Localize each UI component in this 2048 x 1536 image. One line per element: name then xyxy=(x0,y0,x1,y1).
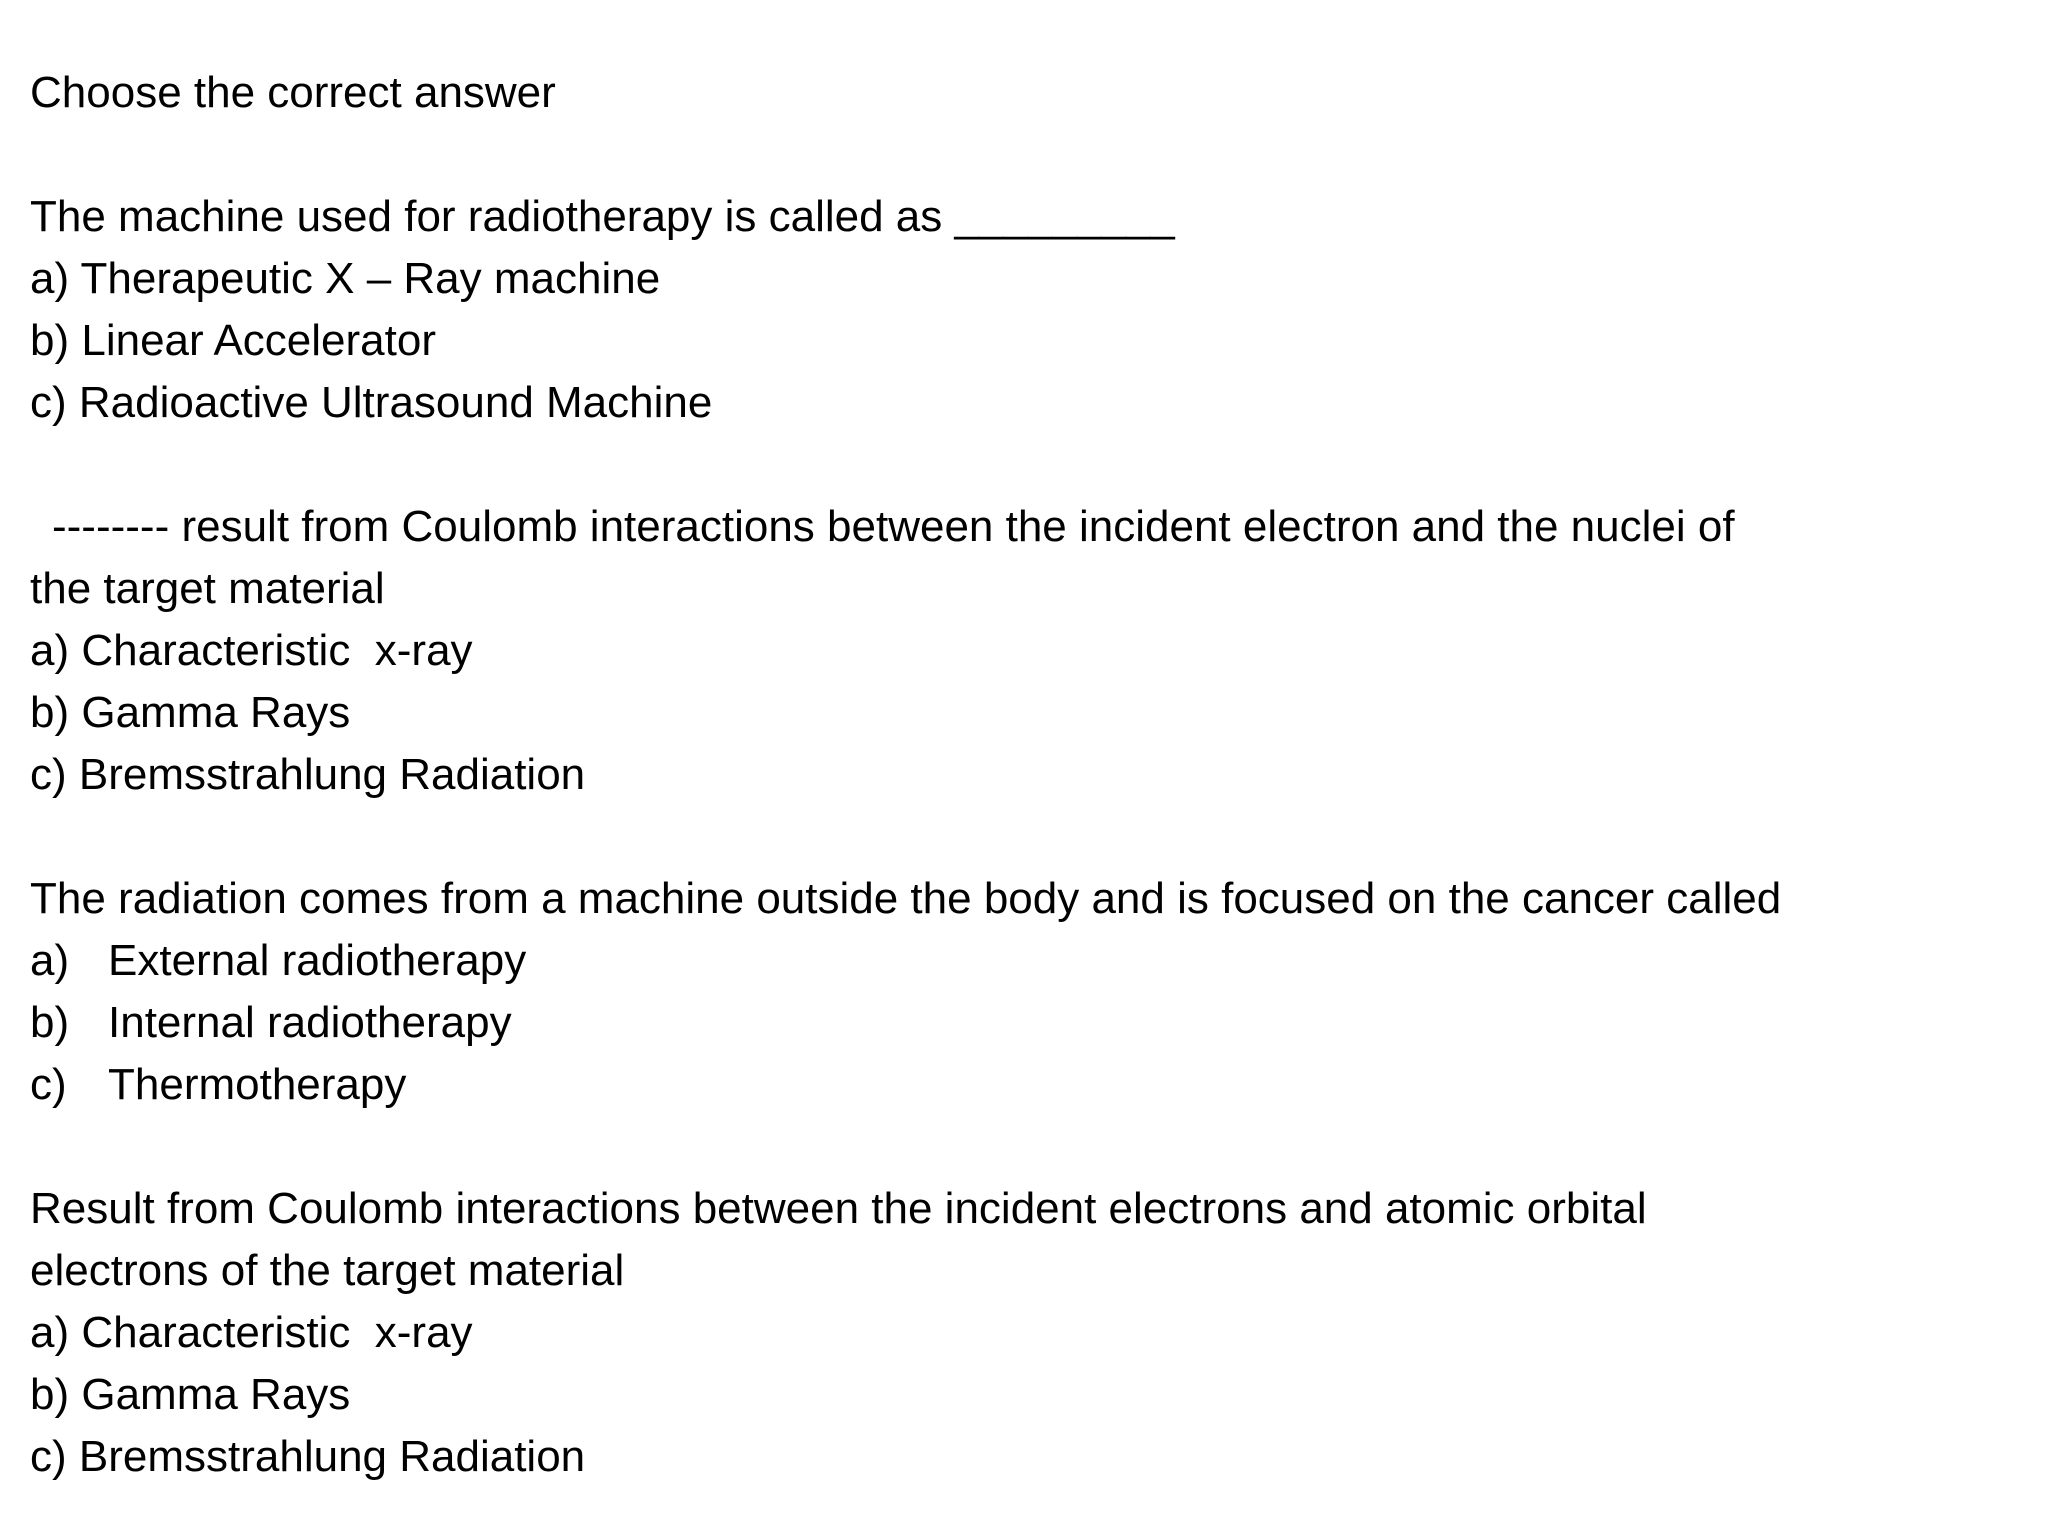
option-text: Therapeutic X – Ray machine xyxy=(69,254,661,303)
question-3-text: The radiation comes from a machine outside the body and is focused on the cancer called xyxy=(30,874,1782,923)
option-letter: a) xyxy=(30,936,70,985)
question-3-option-a xyxy=(30,930,2020,992)
question-2-option-a xyxy=(30,620,2020,682)
question-1-option-b xyxy=(30,310,2020,372)
quiz-heading: Choose the correct answer xyxy=(30,68,556,117)
question-4-option-a xyxy=(30,1302,2020,1364)
option-text: Characteristic x-ray xyxy=(69,626,473,675)
question-3 xyxy=(30,868,2020,1116)
option-letter: c) xyxy=(30,1060,67,1109)
option-text: Characteristic x-ray xyxy=(69,1308,473,1357)
option-text: Internal radiotherapy xyxy=(108,998,512,1047)
option-text: Linear Accelerator xyxy=(69,316,436,365)
question-2-text-line-2: the target material xyxy=(30,564,385,613)
question-4 xyxy=(30,1178,2020,1488)
option-letter: b) xyxy=(30,1370,70,1419)
option-letter: c) xyxy=(30,750,67,799)
option-text: External radiotherapy xyxy=(108,936,527,985)
question-4-text-line-2: electrons of the target material xyxy=(30,1246,625,1295)
option-letter: b) xyxy=(30,316,70,365)
question-1-option-c xyxy=(30,372,2020,434)
option-text: Gamma Rays xyxy=(69,1370,351,1419)
option-letter: c) xyxy=(30,1432,67,1481)
question-2-option-b xyxy=(30,682,2020,744)
option-text: Radioactive Ultrasound Machine xyxy=(66,378,713,427)
question-4-text-line-1: Result from Coulomb interactions between the incident electrons and atomic orbital xyxy=(30,1184,1647,1233)
question-1 xyxy=(30,186,2020,434)
option-letter: b) xyxy=(30,688,70,737)
question-1-text: The machine used for radiotherapy is called as _________ xyxy=(30,192,1175,241)
question-2-text-line-1: -------- result from Coulomb interactions between the incident electron and the nuclei of xyxy=(52,502,1735,551)
option-letter: a) xyxy=(30,1308,70,1357)
option-text: Gamma Rays xyxy=(69,688,351,737)
option-text: Bremsstrahlung Radiation xyxy=(66,1432,586,1481)
option-text: Bremsstrahlung Radiation xyxy=(66,750,586,799)
question-3-option-c xyxy=(30,1054,2020,1116)
question-2-option-c xyxy=(30,744,2020,806)
option-letter: a) xyxy=(30,626,70,675)
question-3-option-b xyxy=(30,992,2020,1054)
option-text: Thermotherapy xyxy=(108,1060,407,1109)
question-4-option-b xyxy=(30,1364,2020,1426)
quiz-document xyxy=(30,62,2020,1488)
question-2 xyxy=(30,496,2020,806)
option-letter: a) xyxy=(30,254,70,303)
question-4-option-c xyxy=(30,1426,2020,1488)
question-1-option-a xyxy=(30,248,2020,310)
option-letter: c) xyxy=(30,378,67,427)
option-letter: b) xyxy=(30,998,70,1047)
